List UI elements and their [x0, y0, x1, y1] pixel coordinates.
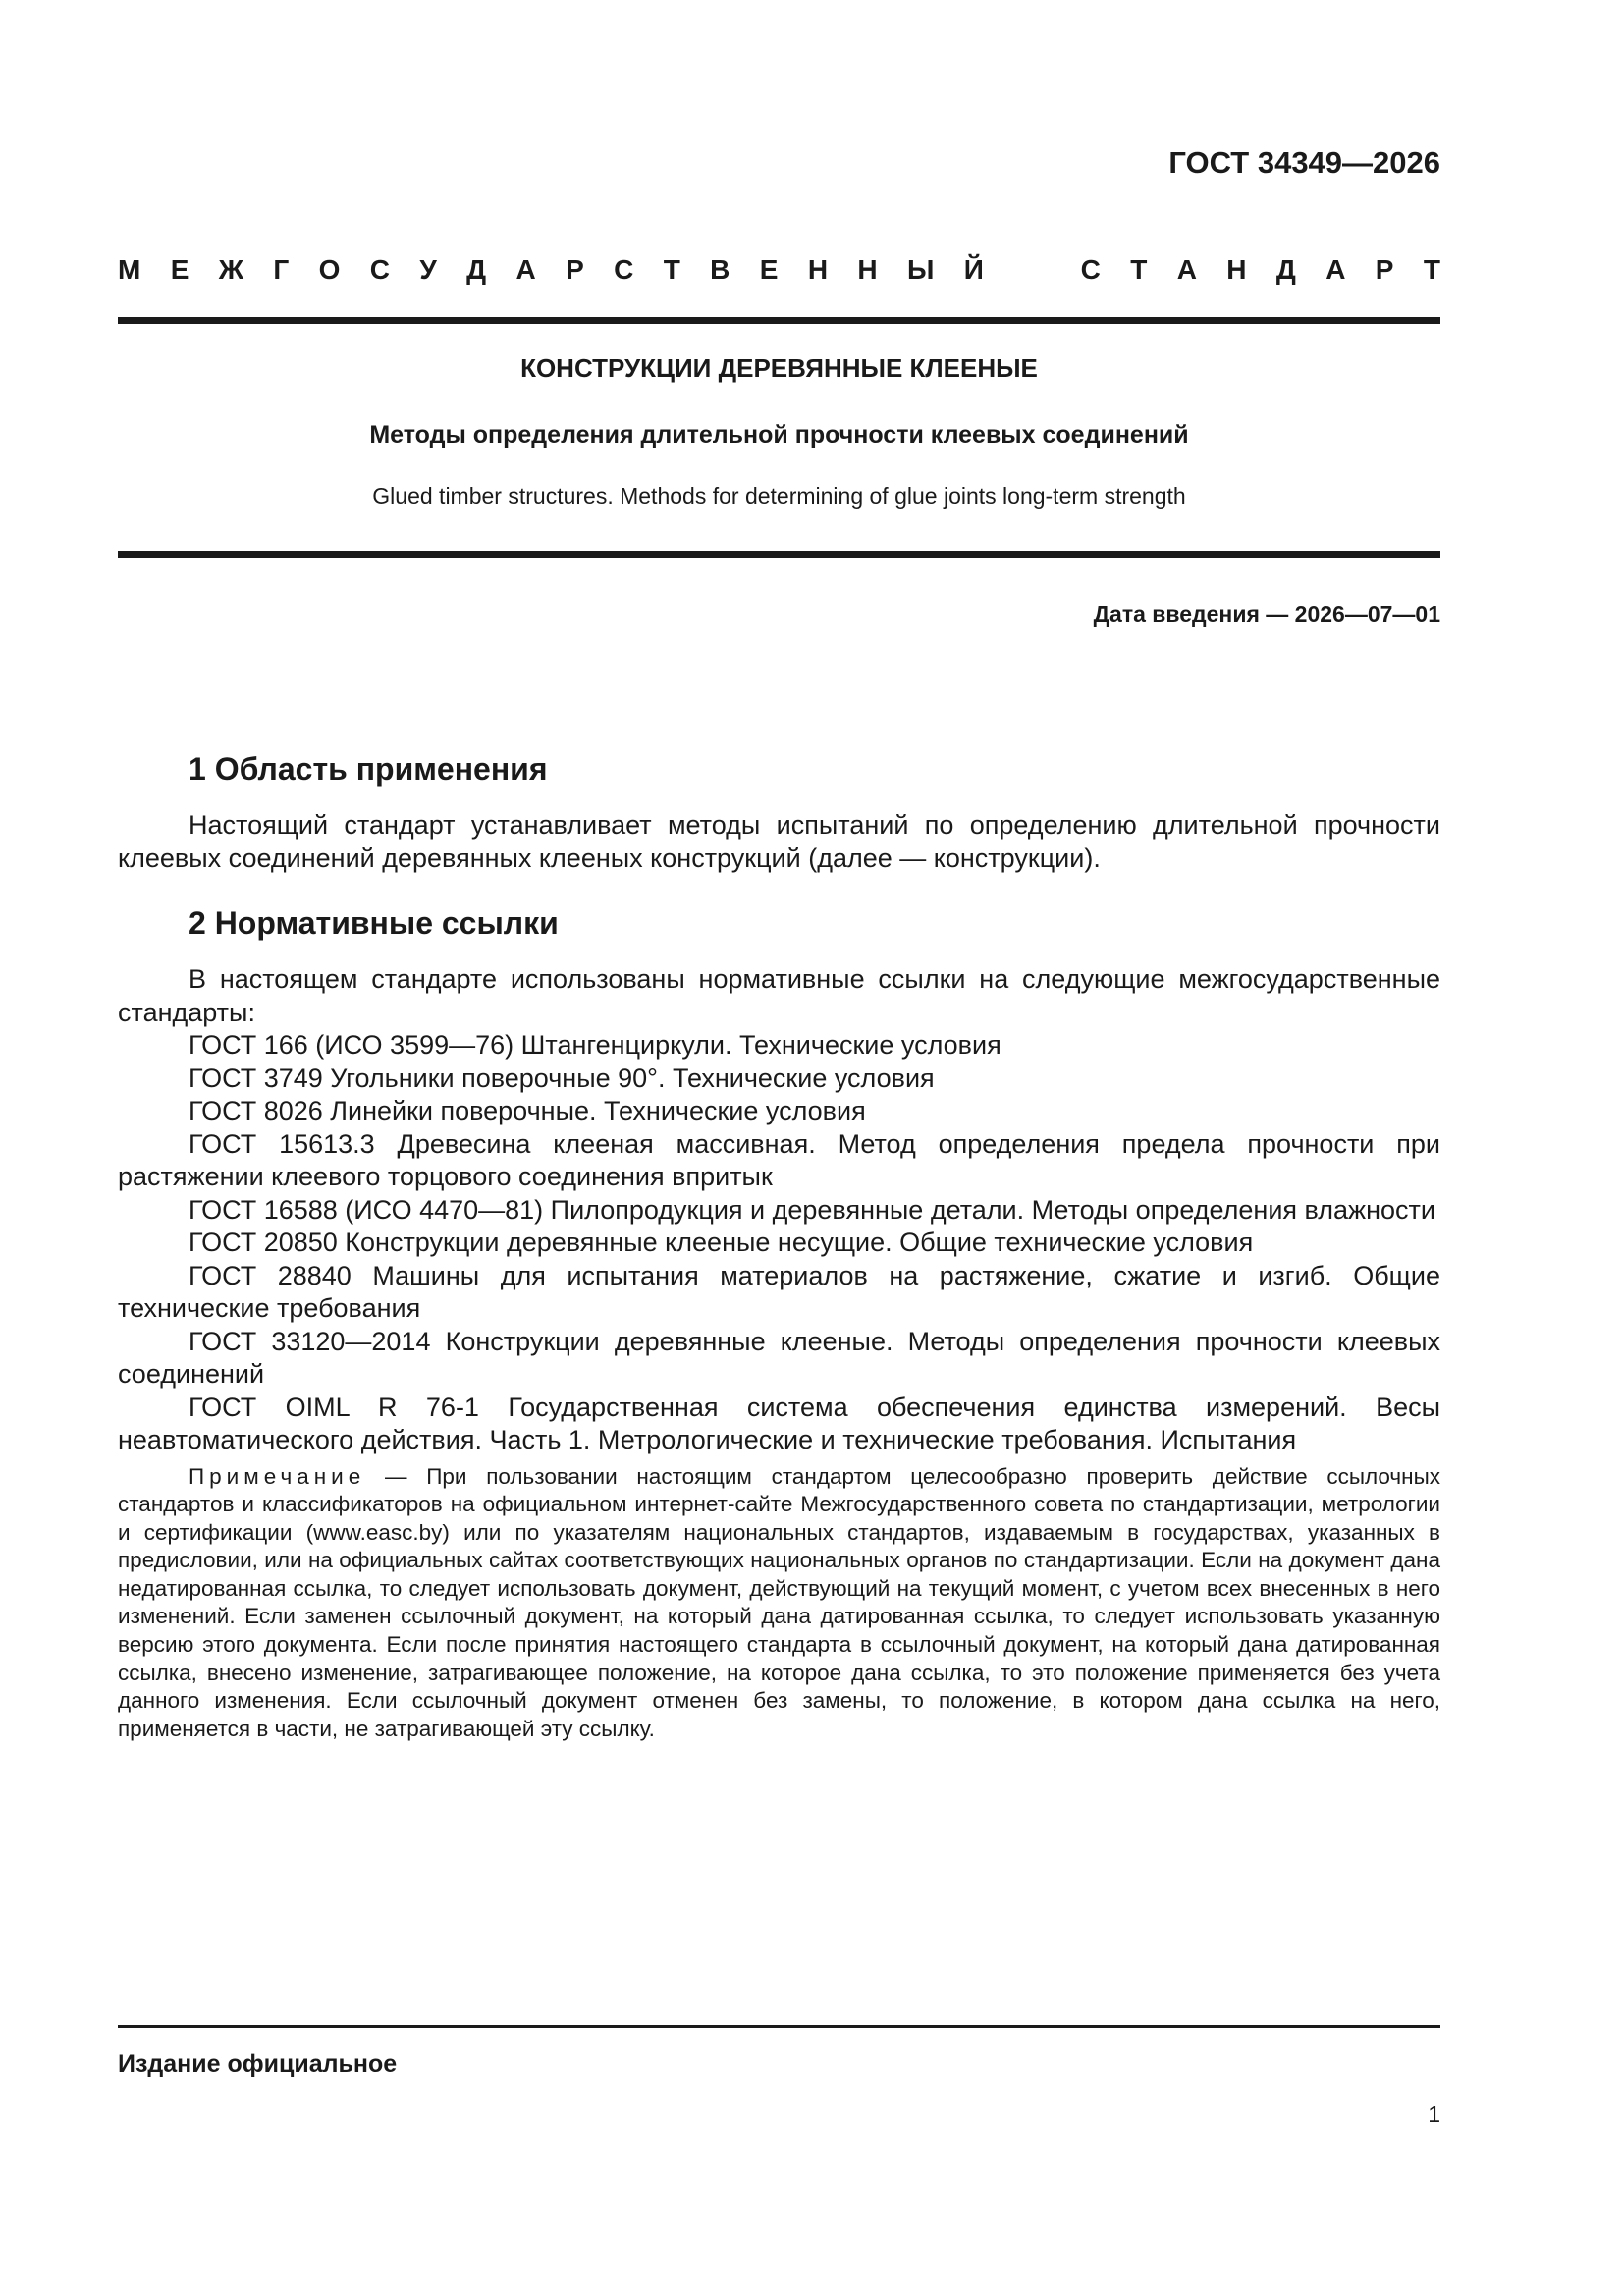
banner-letter: А — [1176, 254, 1197, 285]
note-paragraph — [118, 1463, 1440, 1744]
document-title: КОНСТРУКЦИИ ДЕРЕВЯННЫЕ КЛЕЕНЫЕ — [520, 354, 1038, 383]
header-divider-top — [118, 317, 1440, 324]
banner-letter: У — [419, 254, 437, 285]
banner-letter: Н — [857, 254, 878, 285]
banner-letter: Д — [1275, 254, 1296, 285]
banner-letter: Д — [466, 254, 487, 285]
section-heading: 2 Нормативные ссылки — [189, 905, 559, 941]
section-paragraph: В настоящем стандарте использованы нормативные ссылки на следующие межгосударственные стандарты: — [118, 964, 1440, 1027]
banner-letter: Н — [1226, 254, 1247, 285]
reference-item: ГОСТ 8026 Линейки поверочные. Технические условия — [189, 1096, 866, 1125]
banner-letter: Р — [1375, 254, 1394, 285]
banner-letter: Е — [170, 254, 189, 285]
banner-letter: А — [515, 254, 536, 285]
official-edition-label: Издание официальное — [118, 2050, 398, 2078]
banner-word-gap — [1013, 250, 1051, 290]
banner-letter: Т — [663, 254, 680, 285]
standard-type-banner — [118, 250, 1440, 290]
reference-item: ГОСТ 166 (ИСО 3599—76) Штангенциркули. Технические условия — [189, 1030, 1001, 1060]
banner-letter: Т — [1130, 254, 1148, 285]
document-subtitle: Методы определения длительной прочности клеевых соединений — [369, 421, 1189, 449]
english-title: Glued timber structures. Methods for determining of glue joints long-term strength — [372, 483, 1186, 509]
banner-letter: О — [318, 254, 341, 285]
reference-item: ГОСТ 16588 (ИСО 4470—81) Пилопродукция и деревянные детали. Методы определения влажности — [189, 1194, 1435, 1225]
banner-letter: Ы — [907, 254, 935, 285]
banner-letter: Р — [566, 254, 584, 285]
reference-item: ГОСТ 3749 Угольники поверочные 90°. Технические условия — [189, 1063, 935, 1093]
banner-letter: Е — [759, 254, 779, 285]
banner-letter: А — [1325, 254, 1346, 285]
footer-divider — [118, 2025, 1440, 2028]
header-divider-bottom — [118, 551, 1440, 558]
note-label: Примечание — [189, 1463, 366, 1489]
section-heading: 1 Область применения — [189, 751, 548, 787]
banner-letter: М — [118, 254, 141, 285]
banner-letter: С — [369, 254, 391, 285]
reference-item: ГОСТ OIML R 76-1 Государственная система обеспечения единства измерений. Весы неавтоматического действия. Часть 1. Метрологические и технические требования. Испытания — [118, 1392, 1440, 1454]
introduction-date: Дата введения — 2026—07—01 — [1093, 601, 1440, 627]
document-body — [118, 748, 1440, 1743]
banner-letter: Ж — [218, 254, 244, 285]
banner-letter: В — [710, 254, 730, 285]
banner-letter: С — [614, 254, 634, 285]
banner-letter: Г — [273, 254, 290, 285]
banner-letter: Й — [963, 254, 984, 285]
reference-item: ГОСТ 28840 Машины для испытания материалов на растяжение, сжатие и изгиб. Общие технические требования — [118, 1260, 1440, 1323]
note-text: — При пользовании настоящим стандартом целесообразно проверить действие ссылочных стандартов и классификаторов на официальном интернет-сайте Межгосударственного совета по стандартизации, метрологии и сертификации (www.easc.by) или по указателям национальных стандартов, издаваемым в государствах, указанных в предисловии, или на официальных сайтах соответствующих национальных органов по стандартизации. Если на документ дана недатированная ссылка, то следует использовать документ, действующий на текущий момент, с учетом всех внесенных в него изменений. Если заменен ссылочный документ, на который дана датированная ссылка, то следует использовать указанную версию этого документа. Если после принятия настоящего стандарта в ссылочный документ, на который дана датированная ссылка, внесено изменение, затрагивающее положение, на которое дана ссылка, то это положение применяется без учета данного изменения. Если ссылочный документ отменен без замены, то положение, в котором дана ссылка на него, применяется в части, не затрагивающей эту ссылку. — [118, 1463, 1440, 1741]
banner-letter: Н — [807, 254, 829, 285]
banner-letter: С — [1080, 254, 1101, 285]
document-number: ГОСТ 34349—2026 — [1168, 145, 1440, 180]
section-paragraph: Настоящий стандарт устанавливает методы испытаний по определению длительной прочности клеевых соединений деревянных клееных конструкций (далее — конструкции). — [118, 810, 1440, 873]
page-number: 1 — [1428, 2102, 1440, 2127]
reference-item: ГОСТ 15613.3 Древесина клееная массивная. Метод определения предела прочности при растяжении клеевого торцового соединения впритык — [118, 1128, 1440, 1191]
reference-item: ГОСТ 33120—2014 Конструкции деревянные клееные. Методы определения прочности клеевых соединений — [118, 1326, 1440, 1389]
reference-item: ГОСТ 20850 Конструкции деревянные клееные несущие. Общие технические условия — [189, 1228, 1254, 1257]
banner-letter: Т — [1423, 254, 1440, 285]
